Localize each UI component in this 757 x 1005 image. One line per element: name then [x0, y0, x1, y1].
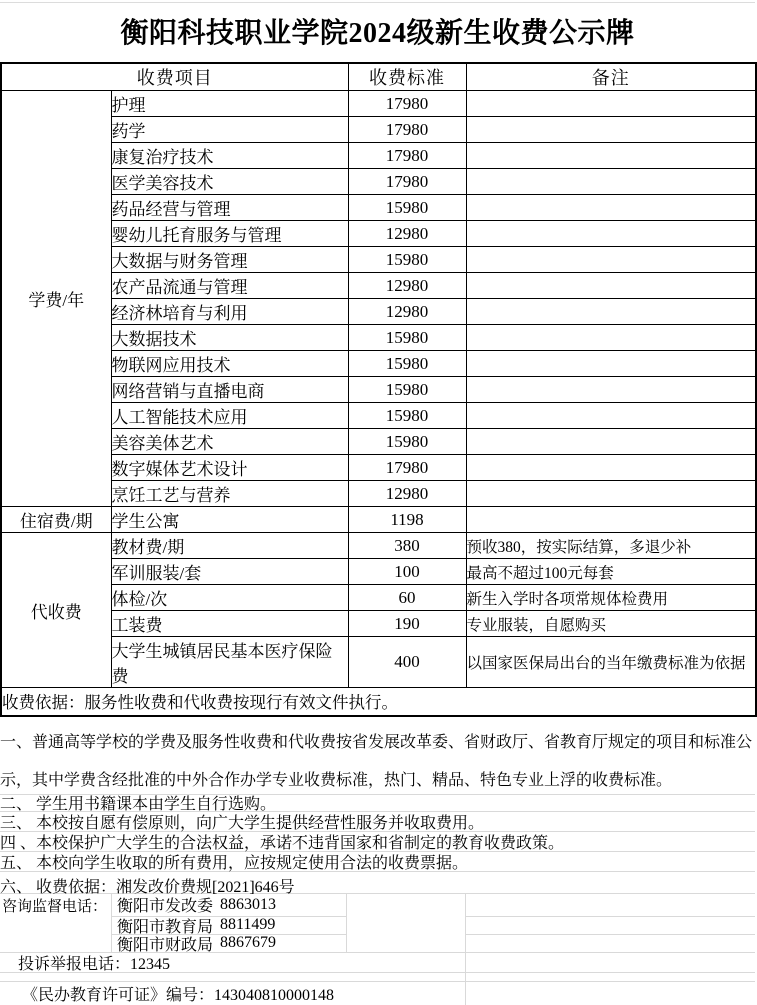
header-fee-item: 收费项目: [1, 63, 348, 91]
fee-value: 15980: [348, 403, 466, 429]
fee-row: [1, 117, 756, 143]
fee-item: 体检/次: [111, 585, 348, 611]
fee-value: 15980: [348, 429, 466, 455]
fee-value: 12980: [348, 481, 466, 507]
notes-section: [0, 717, 755, 1005]
fee-item: 教材费/期: [111, 533, 348, 559]
fee-row: [1, 351, 756, 377]
fee-item: 美容美体艺术: [111, 429, 348, 455]
license-row: [0, 982, 755, 1005]
note-line-5: 五、 本校向学生收取的所有费用，应按规定使用合法的收费票据。: [0, 852, 755, 872]
fee-remark: 专业服装，自愿购买: [466, 611, 756, 637]
fee-row: [1, 611, 756, 637]
fee-row: [1, 533, 756, 559]
grid-cell: [465, 935, 755, 952]
fee-value: 17980: [348, 455, 466, 481]
fee-item: 大学生城镇居民基本医疗保险费: [111, 637, 348, 688]
fee-row: [1, 221, 756, 247]
fee-remark: [466, 91, 756, 117]
fee-remark: [466, 247, 756, 273]
supervision-row-2: [0, 917, 755, 935]
fee-row: [1, 247, 756, 273]
fee-row: [1, 325, 756, 351]
fee-remark: [466, 117, 756, 143]
fee-row: [1, 195, 756, 221]
fee-row: [1, 377, 756, 403]
fee-remark: [466, 273, 756, 299]
fee-value: 60: [348, 585, 466, 611]
header-remark: 备注: [466, 63, 756, 91]
note-line-3: 三、 本校按自愿有偿原则，向广大学生提供经营性服务并收取费用。: [0, 812, 755, 832]
fee-remark: [466, 325, 756, 351]
fee-remark: [466, 143, 756, 169]
fee-value: 12980: [348, 299, 466, 325]
fee-value: 190: [348, 611, 466, 637]
supervision-label: 咨询监督电话：: [2, 898, 108, 915]
supervision-org: 衡阳市财政局: [117, 936, 214, 954]
blank-cell: [0, 973, 465, 981]
note-line-6: 六、 收费依据：湘发改价费规[2021]646号: [0, 878, 755, 894]
note-line-2: 二、 学生用书籍课本由学生自行选购。: [0, 795, 755, 812]
fee-group-label: 代收费: [1, 533, 111, 688]
fee-value: 15980: [348, 247, 466, 273]
fee-value: 17980: [348, 143, 466, 169]
fee-row: [1, 429, 756, 455]
grid-cell: [465, 973, 755, 981]
fee-row: [1, 273, 756, 299]
fee-table: [0, 62, 757, 717]
fee-item: 婴幼儿托育服务与管理: [111, 221, 348, 247]
fee-value: 15980: [348, 351, 466, 377]
fee-table-body: [1, 91, 756, 688]
fee-remark: [466, 507, 756, 533]
fee-remark: [466, 299, 756, 325]
fee-item: 网络营销与直播电商: [111, 377, 348, 403]
fee-row: [1, 637, 756, 688]
grid-cell: [465, 917, 755, 935]
fee-remark: [466, 377, 756, 403]
fee-value: 17980: [348, 117, 466, 143]
grid-cell: [465, 894, 755, 917]
fee-value: 17980: [348, 91, 466, 117]
fee-row: [1, 585, 756, 611]
fee-group-label: 住宿费/期: [1, 507, 111, 533]
fee-remark: [466, 221, 756, 247]
fee-value: 100: [348, 559, 466, 585]
supervision-phone: 8811499: [220, 916, 276, 933]
supervision-org: 衡阳市发改委: [117, 898, 214, 915]
fee-item: 军训服装/套: [111, 559, 348, 585]
fee-value: 15980: [348, 377, 466, 403]
complaint-text: 投诉举报电话：12345: [18, 955, 171, 973]
fee-value: 15980: [348, 325, 466, 351]
complaint-row: [0, 953, 755, 973]
fee-item: 大数据与财务管理: [111, 247, 348, 273]
note-line-1b: 示，其中学费含经批准的中外合作办学专业收费标准，热门、精品、特色专业上浮的收费标准。: [0, 755, 755, 795]
fee-item: 烹饪工艺与营养: [111, 481, 348, 507]
fee-remark: 新生入学时各项常规体检费用: [466, 585, 756, 611]
license-text: 《民办教育许可证》编号：143040810000148: [22, 986, 335, 1004]
fee-remark: [466, 403, 756, 429]
fee-value: 12980: [348, 221, 466, 247]
fee-value: 1198: [348, 507, 466, 533]
fee-value: 17980: [348, 169, 466, 195]
fee-row: [1, 299, 756, 325]
fee-item: 医学美容技术: [111, 169, 348, 195]
fee-table-header-row: [1, 63, 756, 91]
supervision-label-empty: [0, 935, 111, 952]
fee-remark: [466, 481, 756, 507]
fee-value: 380: [348, 533, 466, 559]
blank-row: [0, 973, 755, 982]
fee-item: 农产品流通与管理: [111, 273, 348, 299]
fee-row: [1, 403, 756, 429]
header-fee-standard: 收费标准: [348, 63, 466, 91]
fee-item: 工装费: [111, 611, 348, 637]
note-line-1: 一、普通高等学校的学费及服务性收费和代收费按省发展改革委、省财政厅、省教育厅规定的项目和标准公: [0, 733, 753, 751]
fee-item: 人工智能技术应用: [111, 403, 348, 429]
fee-item: 数字媒体艺术设计: [111, 455, 348, 481]
note-line-4: 四 、本校保护广大学生的合法权益，承诺不违背国家和省制定的教育收费政策。: [0, 832, 755, 852]
fee-value: 400: [348, 637, 466, 688]
fee-value: 15980: [348, 195, 466, 221]
fee-row: [1, 91, 756, 117]
fee-remark: [466, 351, 756, 377]
grid-cell: [347, 894, 465, 917]
fee-remark: [466, 429, 756, 455]
grid-cell: [347, 935, 465, 952]
grid-cell: [465, 953, 755, 972]
supervision-entry: [111, 935, 347, 952]
fee-remark: [466, 195, 756, 221]
fee-row: [1, 455, 756, 481]
supervision-label-empty: [0, 917, 111, 935]
fee-row: [1, 481, 756, 507]
basis-row: [1, 688, 756, 716]
fee-item: 药学: [111, 117, 348, 143]
fee-group-label: 学费/年: [1, 91, 111, 507]
fee-row: [1, 559, 756, 585]
supervision-phone: 8863013: [220, 895, 276, 913]
page-title: 衡阳科技职业学院2024级新生收费公示牌: [120, 18, 635, 49]
fee-remark: 最高不超过100元每套: [466, 559, 756, 585]
fee-remark: [466, 455, 756, 481]
fee-item: 大数据技术: [111, 325, 348, 351]
grid-cell: [347, 917, 465, 935]
basis-text: 收费依据：服务性收费和代收费按现行有效文件执行。: [1, 688, 756, 716]
fee-item: 学生公寓: [111, 507, 348, 533]
fee-row: [1, 169, 756, 195]
fee-item: 物联网应用技术: [111, 351, 348, 377]
supervision-org: 衡阳市教育局: [117, 918, 214, 936]
fee-remark: 预收380，按实际结算，多退少补: [466, 533, 756, 559]
fee-value: 12980: [348, 273, 466, 299]
fee-item: 经济林培育与利用: [111, 299, 348, 325]
fee-remark: 以国家医保局出台的当年缴费标准为依据: [466, 637, 756, 688]
fee-item: 护理: [111, 91, 348, 117]
title-bar: [0, 0, 755, 62]
fee-row: [1, 507, 756, 533]
supervision-phone: 8867679: [220, 934, 276, 951]
fee-item: 康复治疗技术: [111, 143, 348, 169]
fee-item: 药品经营与管理: [111, 195, 348, 221]
supervision-row-1: [0, 894, 755, 917]
fee-remark: [466, 169, 756, 195]
fee-row: [1, 143, 756, 169]
grid-cell: [465, 982, 755, 1005]
